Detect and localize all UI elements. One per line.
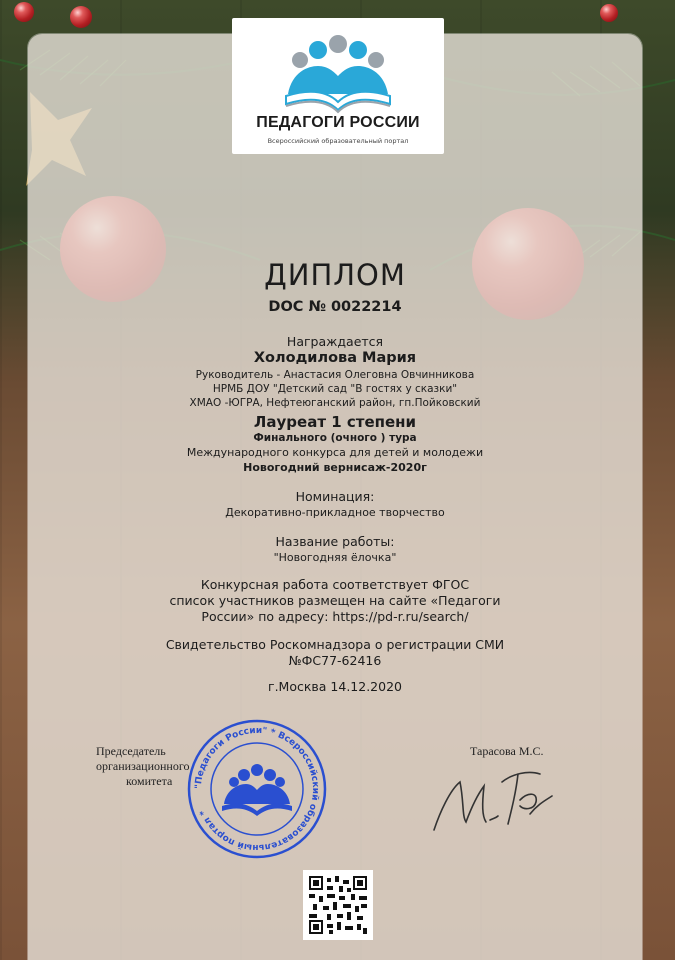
svg-text:"Педагоги России" * Всероссийс [194,726,320,852]
diploma-title: ДИПЛОМ [264,258,406,292]
ornament-top-right [600,4,618,22]
nomination-value: Декоративно-прикладное творчество [225,506,445,519]
logo-title: ПЕДАГОГИ РОССИИ [256,114,420,131]
logo [232,18,444,154]
recipient-name: Холодилова Мария [253,350,417,366]
stamp-ring-text: "Педагоги России" * Всероссийский образовательный портал * [193,725,321,853]
compliance-line-1: Конкурсная работа соответствует ФГОС [200,577,470,592]
issue-date: г.Москва 14.12.2020 [268,679,402,694]
work-title-label: Название работы: [275,534,395,549]
supervisor: Руководитель - Анастасия Олеговна Овчинникова [195,369,475,381]
ornament-top [70,6,92,28]
contest-type: Международного конкурса для детей и молодежи [186,446,484,459]
nomination-label: Номинация: [295,489,375,504]
chair-line-1: Председатель [96,744,166,758]
awarded-label: Награждается [286,334,384,349]
location: ХМАО -ЮГРА, Нефтеюганский район, гп.Пойковский [189,397,481,409]
official-stamp [186,718,328,860]
compliance-line-2: список участников размещен на сайте «Педагоги [169,593,501,608]
handwritten-signature [420,752,560,842]
logo-subtitle: Всероссийский образовательный портал [267,137,409,145]
institution: НРМБ ДОУ "Детский сад "В гостях у сказки" [212,383,458,395]
work-title-value: "Новогодняя ёлочка" [273,551,397,564]
contest-round: Финального (очного ) тура [253,432,417,444]
qr-code[interactable] [303,870,373,940]
ornament-top-left [14,2,34,22]
award-place: Лауреат 1 степени [253,413,417,431]
signer-name: Тарасова М.С. [470,744,544,758]
contest-name: Новогодний вернисаж-2020г [243,461,427,474]
compliance-line-3: России» по адресу: https://pd-r.ru/search/ [201,609,469,624]
chair-title [96,744,189,789]
registration-line-1: Свидетельство Роскомнадзора о регистрации СМИ [165,637,505,652]
qr-code-icon [309,876,367,934]
registration-line-2: №ФС77-62416 [288,653,382,668]
chair-line-2: организационного [96,759,190,773]
chair-line-3: комитета [126,774,173,788]
document-number: DOC № 0022214 [268,299,402,315]
teachers-logo-icon [282,32,394,118]
